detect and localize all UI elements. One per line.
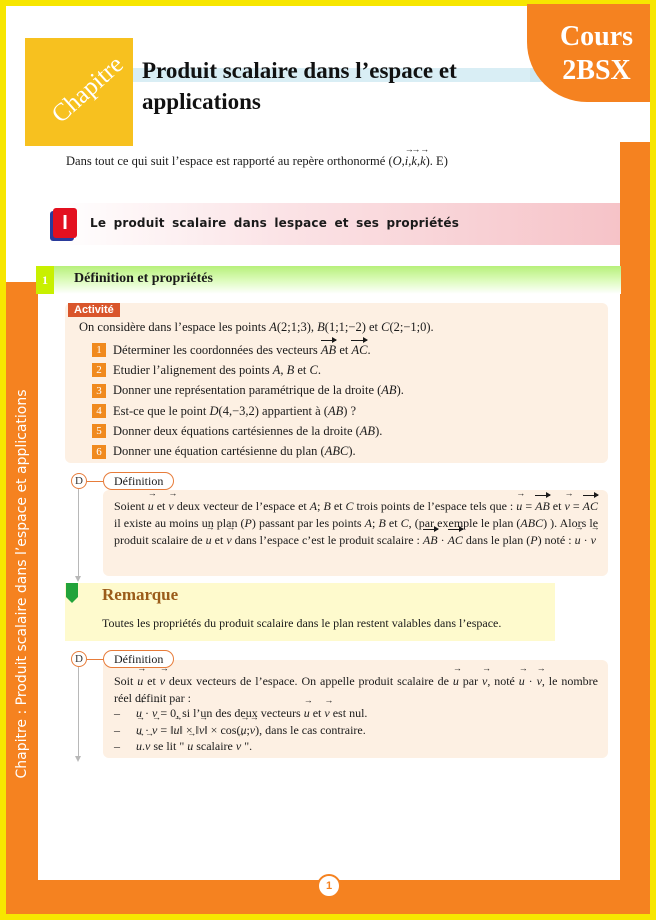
definition-rule [78,667,79,757]
subsection-number: 1 [36,266,54,294]
item-text: Donner deux équations cartésiennes de la droite (AB). [113,423,383,438]
course-badge-line1: Cours [559,21,634,52]
item-text: Etudier l’alignement des points A, B et C. [113,362,321,377]
activity-label: Activité [68,303,120,317]
definition-connector [87,481,103,482]
course-badge-line2: 2BSX [562,55,631,86]
item-text: → u · → v = 0, si l’un des deux vecteurs → u et → v est nul. [136,706,367,720]
list-item [92,360,404,380]
activity-list [92,340,404,462]
page-number: 1 [317,874,341,898]
item-number: 5 [92,424,106,438]
page-title: Produit scalaire dans l’espace et applications [142,58,457,114]
definition-label: Définition [103,472,174,490]
list-item [92,441,404,461]
section-number: I [53,208,77,238]
definition-label: Définition [103,650,174,668]
item-text: Donner une équation cartésienne du plan (ABC). [113,444,356,459]
item-text: Déterminer les coordonnées des vecteurs AB et AC. [113,342,371,357]
remark-text: Toutes les propriétés du produit scalaire dans le plan restent valables dans l’espace. [102,616,502,630]
item-dash: – [114,722,120,737]
list-item [92,421,404,441]
section-title: Le produit scalaire dans lespace et ses propriétés [90,216,460,230]
item-number: 2 [92,363,106,377]
activity-intro: On considère dans l’espace les points A(2;1;3), B(1;1;−2) et C(2;−1;0). [79,320,434,334]
definition-letter: D [71,651,87,667]
definition-arrow [75,576,81,582]
definition-connector [87,659,103,660]
item-text: Est-ce que le point D(4,−3,2) appartient à (AB) ? [113,403,357,418]
item-number: 6 [92,445,106,459]
chapter-label: Chapitre [46,50,129,129]
subsection-title: Définition et propriétés [74,271,213,286]
list-item [92,340,404,360]
side-chapter-title: Chapitre : Produit scalaire dans l’espace et applications [14,389,30,779]
list-item [114,738,367,755]
definition-arrow [75,756,81,762]
right-band [620,142,650,887]
item-text: → u · → v = ‖→ u‖ × ‖→ v‖ × cos(→ u;→ v), dans le cas contraire. [136,723,366,737]
item-dash: – [114,739,120,753]
list-item [92,401,404,421]
item-number: 4 [92,404,106,418]
chapter-square [25,38,133,146]
intro-text: Dans tout ce qui suit l’espace est rapporté au repère orthonormé (O,→ i,→ k,→ k). E) [66,154,448,169]
definition-items [114,705,367,755]
remark-title: Remarque [102,585,179,604]
course-badge [527,4,650,102]
item-number: 1 [92,343,106,357]
definition-rule [78,489,79,577]
item-text: Donner une représentation paramétrique de la droite (AB). [113,383,404,398]
definition-text: Soient → u et → v deux vecteur de l’espace et A; B et C trois points de l’espace tels que : → u = AB et → v = AC il existe au moins un plan (P) passant par les points A; B et C, (par exemple le plan (ABC) ). Alors le produit scalaire de → u et → v dans l’espace c’est le produit scalaire : AB · AC dans le plan (P) noté : → u · → v [114,498,598,549]
item-number: 3 [92,384,106,398]
definition-text: Soit → u et → v deux vecteurs de l’espace. On appelle produit scalaire de → u par → v, noté → u · → v, le nombre réel définit par : [114,673,598,706]
item-dash: – [114,706,120,720]
list-item [92,381,404,401]
item-text: → u.→ v se lit " → u scalaire → v ". [136,739,252,753]
definition-letter: D [71,473,87,489]
